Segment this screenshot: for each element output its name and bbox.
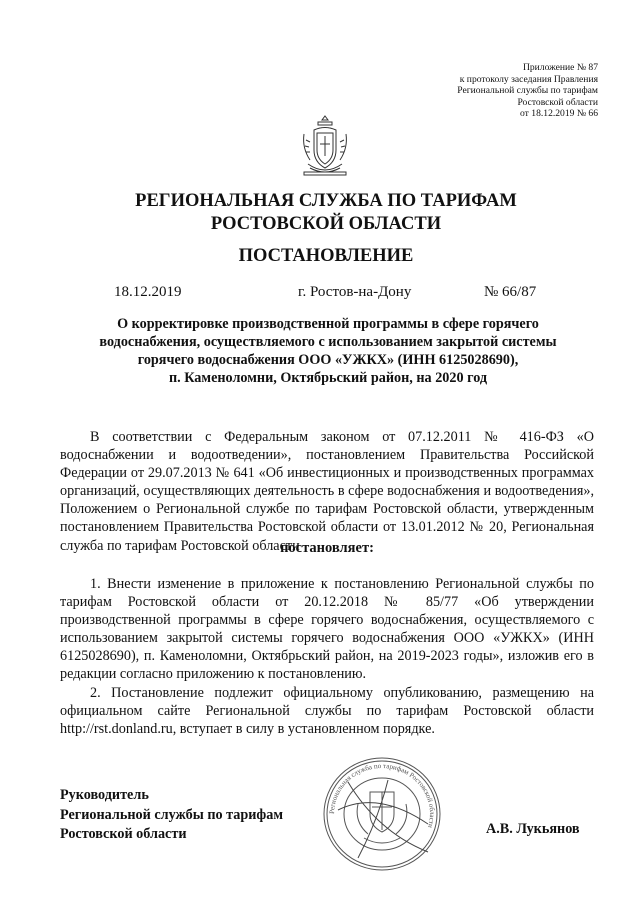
subject-line: водоснабжения, осуществляемого с использованием закрытой системы (99, 334, 557, 350)
decree-items (60, 575, 594, 738)
signatory-line: Ростовской области (60, 826, 187, 843)
signatory-title (60, 786, 283, 845)
document-date: 18.12.2019 (114, 284, 182, 300)
preamble-section (60, 428, 594, 555)
preamble-paragraph: В соответствии с Федеральным законом от 07.12.2011 № 416-ФЗ «О водоснабжении и водоотведении», постановлением Правительства Российской Федерации от 29.07.2013 № 641 «Об инвестиционных и производственных программах организаций, осуществляющих деятельность в сфере водоснабжения и водоотведения», Положением о Региональной службе по тарифам Ростовской области, утвержденным постановлением Правительства Ростовской области от 13.01.2012 № 20, Региональная служба по тарифам Ростовской области (60, 429, 594, 554)
document-subject (60, 315, 596, 387)
signatory-line: Руководитель (60, 787, 149, 803)
decree-item: 2. Постановление подлежит официальному опубликованию, размещению на официальном сайте Региональной службы по тарифам Ростовской области http://rst.donland.ru, вступает в силу в установленном порядке. (60, 684, 594, 737)
annex-line: Региональной службы по тарифам (457, 85, 598, 97)
coat-of-arms-icon (300, 114, 350, 178)
annex-line: к протоколу заседания Правления (459, 73, 598, 85)
document-type: ПОСТАНОВЛЕНИЕ (238, 246, 414, 266)
annex-line: от 18.12.2019 № 66 (520, 108, 598, 120)
organization-title (60, 190, 592, 236)
annex-line: Ростовской области (517, 96, 598, 108)
document-city: г. Ростов-на-Дону (298, 284, 412, 300)
decree-word: постановляет: (280, 540, 374, 556)
seal-text: Региональная служба по тарифам Ростовской области (327, 761, 437, 829)
official-seal-icon (318, 752, 446, 876)
subject-line: п. Каменоломни, Октябрьский район, на 2020 год (168, 370, 488, 386)
org-title-line: РЕГИОНАЛЬНАЯ СЛУЖБА ПО ТАРИФАМ (135, 191, 517, 211)
annex-note (358, 62, 598, 120)
signatory-line: Региональной службы по тарифам (60, 806, 284, 823)
subject-line: горячего водоснабжения ООО «УЖКХ» (ИНН 6125028690), (137, 352, 519, 368)
decree-item: 1. Внести изменение в приложение к постановлению Региональной службы по тарифам Ростовской области от 20.12.2018 № 85/77 «Об утверждении производственной программы в сфере горячего водоснабжения, осуществляемого с использованием закрытой системы горячего водоснабжения ООО «УЖКХ» (ИНН 6125028690), п. Каменоломни, Октябрьский район, на 2019-2023 годы», изложив его в редакции согласно приложению к постановлению. (60, 576, 594, 683)
subject-line: О корректировке производственной программы в сфере горячего (117, 316, 539, 332)
document-number: № 66/87 (484, 284, 537, 300)
annex-line: Приложение № 87 (522, 62, 598, 73)
signatory-name: А.В. Лукьянов (486, 821, 580, 837)
org-title-line: РОСТОВСКОЙ ОБЛАСТИ (210, 214, 442, 234)
